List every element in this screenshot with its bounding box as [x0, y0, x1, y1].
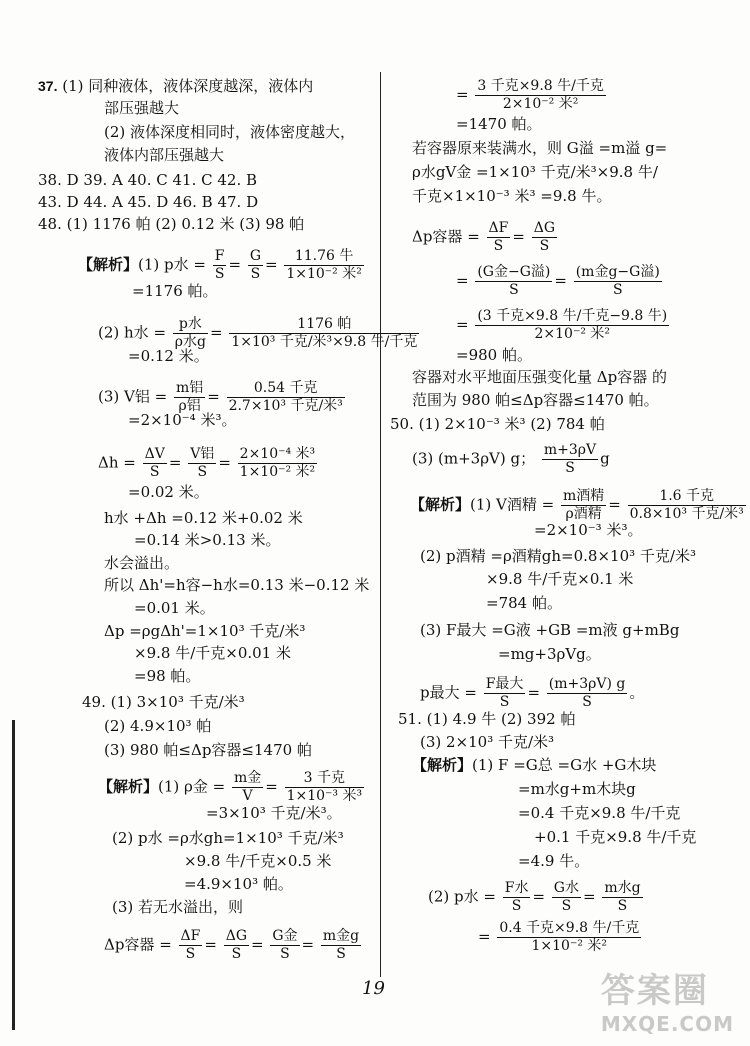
answers-43-47: 43. D 44. A 45. D 46. B 47. D [38, 193, 259, 211]
answers-38-42: 38. D 39. A 40. C 41. C 42. B [38, 171, 258, 189]
q48-p-line-3: =98 帕。 [134, 667, 201, 685]
binding-edge [12, 720, 15, 1030]
q48-dh-result: =0.02 米。 [128, 483, 209, 501]
r10: 容器对水平地面压强变化量 Δp容器 的 [412, 368, 667, 386]
q48-h-line-2: =0.14 米>0.13 米。 [134, 531, 281, 549]
q50-answer-3: (3) (m+3ρV) g； $\frac{m+3\rho V}{S}$ g [412, 442, 610, 476]
q49-1-result: =3×10³ 千克/米³。 [206, 804, 342, 822]
column-divider [380, 72, 381, 977]
q49-1-formula: 【解析】(1) ρ金 = $\frac{\text{m金}}{V}$ = $\frac{\text{3 千克}}{\text{1×10⁻³ 米³}}$ [98, 770, 363, 804]
page-number: 19 [362, 978, 385, 999]
q48-h-line-5: =0.01 米。 [134, 599, 215, 617]
q48-1-formula: 【解析】(1) p水 = $\frac{F}{S}$ = $\frac{G}{S}$ = $\frac{\text{11.76 牛}}{\text{1×10⁻² 米²}}$ [78, 248, 362, 282]
q48-h-line-1: h水 +Δh =0.12 米+0.02 米 [104, 509, 303, 527]
q49-3-line-1: (3) 若无水溢出，则 [112, 898, 244, 916]
q50-3-formula: p最大 = $\frac{\text{F最大}}{S}$ = $\frac{(m+3\rho V) g}{S}$ 。 [420, 676, 645, 710]
q49-2-line-1: (2) p水 =ρ水gh=1×10³ 千克/米³ [112, 829, 344, 847]
r9: =980 帕。 [456, 346, 532, 364]
watermark-logo: 答案圈 MXQE.COM [600, 971, 734, 1036]
q48-h-line-3: 水会溢出。 [104, 554, 180, 572]
q48-dh-formula: Δh = $\frac{\Delta V}{S}$ = $\frac{\text{V铝}}{S}$ = $\frac{\text{2×10⁻⁴ 米³}}{\text{1×10⁻² 米²}}$ [98, 446, 316, 480]
q51-2-formula: (2) p水 = $\frac{\text{F水}}{S}$ = $\frac{\text{G水}}{S}$ = $\frac{\text{m水g}}{S}$ [428, 880, 641, 914]
q48-answer: 48. (1) 1176 帕 (2) 0.12 米 (3) 98 帕 [38, 215, 305, 233]
q51-answer-2: (3) 2×10³ 千克/米³ [420, 733, 555, 751]
q48-2-formula: (2) h水 = $\frac{\text{p水}}{\text{ρ水g}}$ = $\frac{\text{1176 帕}}{\text{1×10³ 千克/米³×9.8 牛/千克}}$ [98, 316, 418, 350]
q50-3-line-2: =mg+3ρVg。 [498, 645, 601, 663]
r8-formula: = $\frac{\text{(3 千克×9.8 牛/千克−9.8 牛)}}{\text{2×10⁻² 米²}}$ [456, 308, 668, 342]
r5: 千克×1×10⁻³ 米³ =9.8 牛。 [412, 187, 612, 205]
q49-2-line-2: ×9.8 牛/千克×0.5 米 [184, 852, 332, 870]
r2: =1470 帕。 [456, 115, 542, 133]
r3: 若容器原来装满水，则 G溢 =m溢 g= [412, 139, 668, 157]
q37-line-4: 液体内部压强越大 [104, 146, 225, 164]
q50-2-line-1: (2) p酒精 =ρ酒精gh=0.8×10³ 千克/米³ [420, 547, 696, 565]
q49-answer-3: (3) 980 帕≤Δp容器≤1470 帕 [104, 741, 312, 759]
q48-3-formula: (3) V铝 = $\frac{\text{m铝}}{\text{ρ铝}}$ = $\frac{\text{0.54 千克}}{\text{2.7×10³ 千克/米³}}$ [98, 380, 343, 414]
q50-1-formula: 【解析】(1) V酒精 = $\frac{\text{m酒精}}{\text{ρ酒精}}$ = $\frac{\text{1.6 千克}}{\text{0.8×10³ 千克/米³}}$ [410, 488, 744, 522]
q50-3-line-1: (3) F最大 =G液 +GB =m液 g+mBg [420, 621, 680, 639]
q48-p-line-1: Δp =ρgΔh'=1×10³ 千克/米³ [104, 622, 306, 640]
r6-formula: Δp容器 = $\frac{\Delta F}{S}$ = $\frac{\Delta G}{S}$ [412, 220, 556, 254]
q49-2-line-3: =4.9×10³ 帕。 [184, 875, 293, 893]
q51-3-formula: = $\frac{\text{0.4 千克×9.8 牛/千克}}{\text{1×10⁻² 米²}}$ [478, 920, 640, 954]
q48-h-line-4: 所以 Δh'=h容−h水=0.13 米−0.12 米 [104, 576, 370, 594]
q37-line-3: (2) 液体深度相同时，液体密度越大， [104, 123, 356, 141]
q48-3-result: =2×10⁻⁴ 米³。 [128, 411, 237, 429]
q49-answer-2: (2) 4.9×10³ 帕 [104, 717, 212, 735]
q48-1-result: =1176 帕。 [132, 282, 218, 300]
q51-1-line-4: +0.1 千克×9.8 牛/千克 [534, 828, 697, 846]
r4: ρ水gV金 =1×10³ 千克/米³×9.8 牛/ [412, 163, 658, 181]
q48-2-result: =0.12 米。 [128, 347, 209, 365]
q49-3-formula: Δp容器 = $\frac{\Delta F}{S}$ = $\frac{\Delta G}{S}$ = $\frac{\text{G金}}{S}$ = $\frac{\text{m金g}}{S}$ [104, 928, 360, 962]
r7-formula: = $\frac{\text{(G金−G溢)}}{S}$ = $\frac{\text{(m金g−G溢)}}{S}$ [456, 264, 660, 298]
r11: 范围为 980 帕≤Δp容器≤1470 帕。 [412, 391, 659, 409]
q48-p-line-2: ×9.8 牛/千克×0.01 米 [134, 644, 291, 662]
q51-1-line-5: =4.9 牛。 [518, 852, 590, 870]
q50-answer: 50. (1) 2×10⁻³ 米³ (2) 784 帕 [390, 415, 605, 433]
q37-line-1: 37. (1) 同种液体，液体深度越深，液体内 [38, 77, 314, 95]
q51-1-line-3: =0.4 千克×9.8 牛/千克 [518, 804, 681, 822]
q51-1-line-1: 【解析】(1) F =G总 =G水 +G木块 [412, 756, 657, 774]
q50-1-result: =2×10⁻³ 米³。 [534, 521, 643, 539]
q51-answer-1: 51. (1) 4.9 牛 (2) 392 帕 [398, 710, 576, 728]
q50-2-line-3: =784 帕。 [486, 594, 562, 612]
q49-answer-1: 49. (1) 3×10³ 千克/米³ [82, 693, 245, 711]
q37-line-2: 部压强越大 [104, 99, 180, 117]
r1-formula: = $\frac{\text{3 千克×9.8 牛/千克}}{\text{2×10⁻² 米²}}$ [456, 78, 604, 112]
q50-2-line-2: ×9.8 牛/千克×0.1 米 [486, 570, 634, 588]
q51-1-line-2: =m水g+m木块g [518, 780, 636, 798]
